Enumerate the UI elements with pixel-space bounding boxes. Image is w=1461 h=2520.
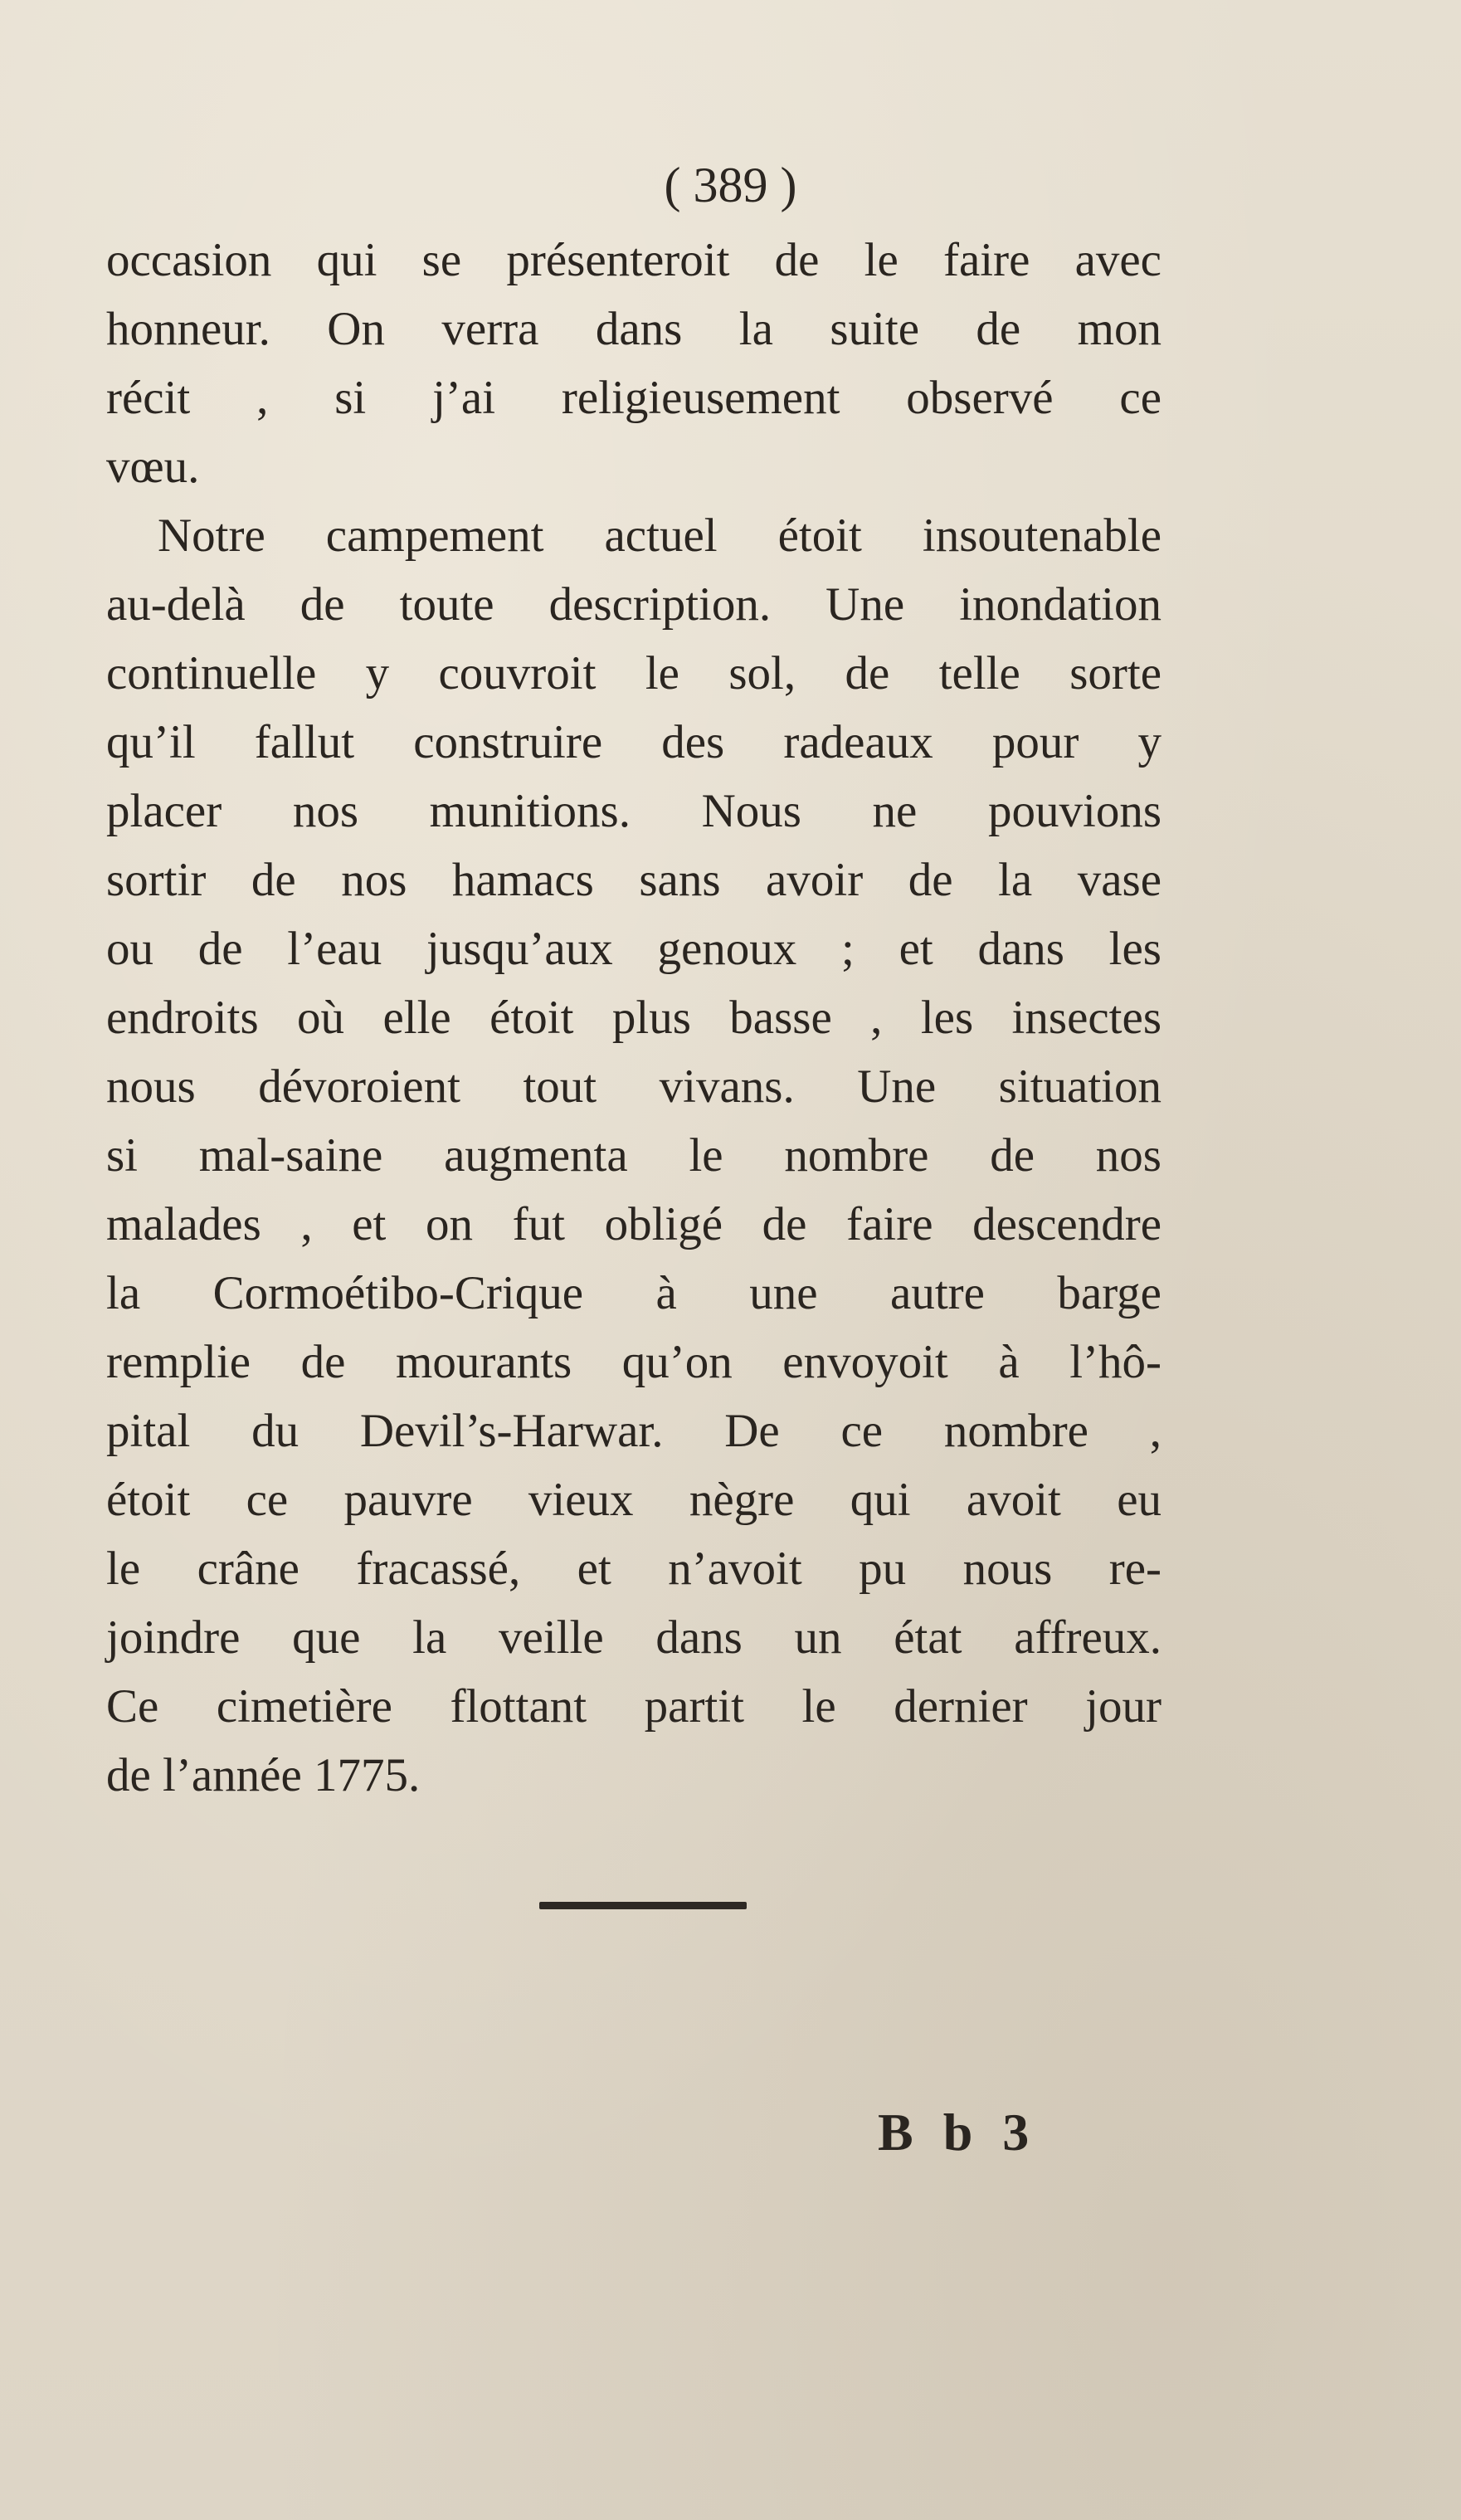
text-line: pital du Devil’s-Harwar. De ce nombre , xyxy=(106,1405,1161,1457)
text-line: si mal-saine augmenta le nombre de nos xyxy=(106,1129,1161,1182)
text-line: placer nos munitions. Nous ne pouvions xyxy=(106,785,1161,837)
text-line: joindre que la veille dans un état affreux. xyxy=(106,1611,1161,1664)
text-line: vœu. xyxy=(106,441,200,493)
text-line: récit , si j’ai religieusement observé ce xyxy=(106,372,1161,424)
text-line: continuelle y couvroit le sol, de telle sorte xyxy=(106,647,1161,699)
text-line: Ce cimetière flottant partit le dernier jour xyxy=(106,1680,1161,1733)
text-line: remplie de mourants qu’on envoyoit à l’hô- xyxy=(106,1336,1161,1388)
text-line: malades , et on fut obligé de faire descendre xyxy=(106,1198,1161,1250)
text-line: endroits où elle étoit plus basse , les insectes xyxy=(106,992,1161,1044)
text-line: de l’année 1775. xyxy=(106,1749,421,1801)
text-line: étoit ce pauvre vieux nègre qui avoit eu xyxy=(106,1474,1161,1526)
text-line: ou de l’eau jusqu’aux genoux ; et dans les xyxy=(106,923,1161,975)
section-divider-rule xyxy=(539,1902,747,1909)
text-line: occasion qui se présenteroit de le faire avec xyxy=(106,234,1161,286)
text-line: au-delà de toute description. Une inondation xyxy=(106,578,1161,631)
text-line: le crâne fracassé, et n’avoit pu nous re- xyxy=(106,1543,1161,1595)
text-line: sortir de nos hamacs sans avoir de la vase xyxy=(106,854,1161,906)
page-number: ( 389 ) xyxy=(664,158,797,212)
text-line: honneur. On verra dans la suite de mon xyxy=(106,303,1161,355)
signature-mark: B b 3 xyxy=(878,2103,1038,2162)
paragraph-start-line: Notre campement actuel étoit insoutenable xyxy=(158,509,1161,562)
body-text xyxy=(106,226,1161,1810)
text-line: qu’il fallut construire des radeaux pour y xyxy=(106,716,1161,768)
text-line: nous dévoroient tout vivans. Une situation xyxy=(106,1060,1161,1113)
text-line: la Cormoétibo-Crique à une autre barge xyxy=(106,1267,1161,1319)
